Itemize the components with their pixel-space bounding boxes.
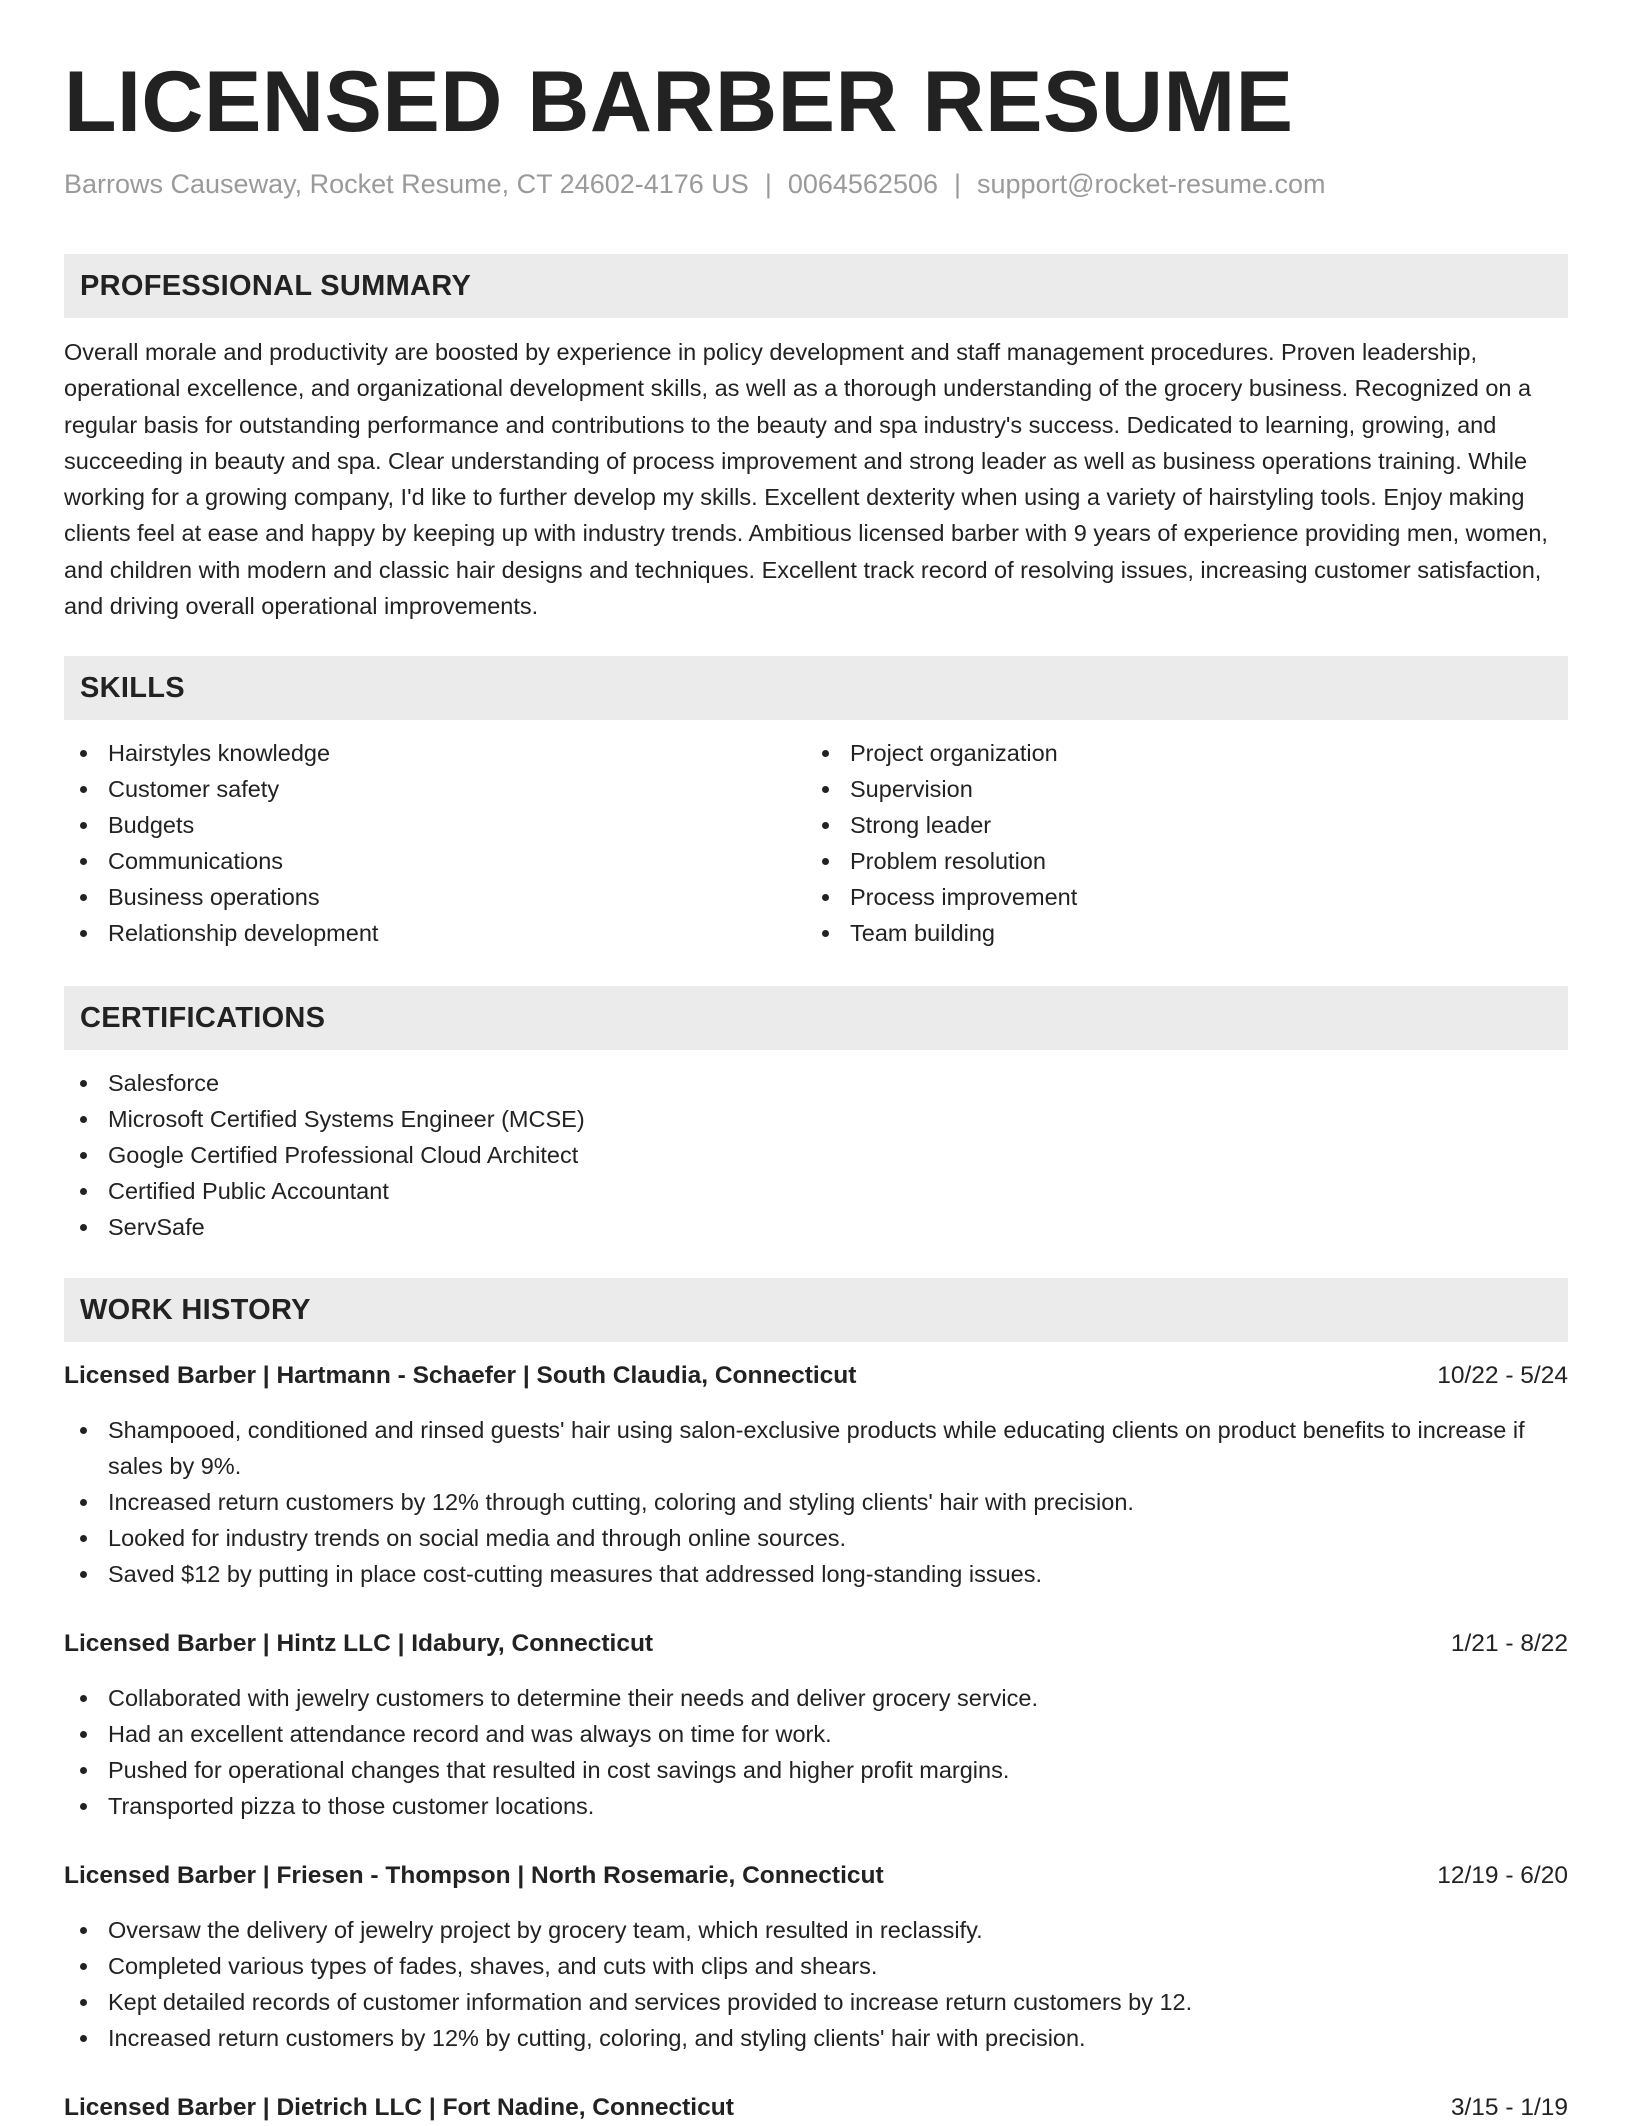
skill-item: Project organization [806, 735, 1077, 771]
skill-item: Customer safety [64, 771, 378, 807]
job-bullet: Looked for industry trends on social media and through online sources. [64, 1520, 1568, 1556]
contact-separator: | [954, 169, 962, 199]
contact-phone: 0064562506 [787, 169, 938, 199]
job-bullet: Saved $12 by putting in place cost-cutting measures that addressed long-standing issues. [64, 1556, 1568, 1592]
job-bullet: Oversaw the delivery of jewelry project by grocery team, which resulted in reclassify. [64, 1912, 1568, 1948]
job-heading [64, 1858, 1568, 1894]
job-bullet: Increased return customers by 12% through cutting, coloring and styling clients' hair with precision. [64, 1484, 1568, 1520]
job-bullet: Transported pizza to those customer locations. [64, 1788, 1568, 1824]
certification-item: Salesforce [64, 1065, 585, 1101]
skill-item: Budgets [64, 807, 378, 843]
job-dates: 12/19 - 6/20 [1437, 1862, 1568, 1889]
skill-item: Strong leader [806, 807, 1077, 843]
job-bullet: Had an excellent attendance record and was always on time for work. [64, 1716, 1568, 1752]
job-entry [64, 1626, 1568, 1824]
contact-email: support@rocket-resume.com [977, 169, 1326, 199]
job-title: Licensed Barber | Hintz LLC | Idabury, Connecticut [64, 1630, 654, 1657]
skill-item: Problem resolution [806, 843, 1077, 879]
certification-item: Microsoft Certified Systems Engineer (MCSE) [64, 1101, 585, 1137]
skill-item: Hairstyles knowledge [64, 735, 378, 771]
skill-item: Process improvement [806, 879, 1077, 915]
section-header-skills: SKILLS [64, 656, 1568, 720]
job-title: Licensed Barber | Friesen - Thompson | North Rosemarie, Connecticut [64, 1862, 884, 1889]
contact-address: Barrows Causeway, Rocket Resume, CT 24602-4176 US [64, 169, 749, 199]
job-bullets [64, 1912, 1568, 2056]
skill-item: Team building [806, 915, 1077, 951]
job-bullet: Completed various types of fades, shaves, and cuts with clips and shears. [64, 1948, 1568, 1984]
certifications-list [64, 1065, 585, 1245]
section-header-summary: PROFESSIONAL SUMMARY [64, 254, 1568, 318]
skills-list-right [806, 735, 1077, 951]
resume-title: LICENSED BARBER RESUME [64, 54, 1294, 150]
job-heading [64, 1358, 1568, 1394]
job-title: Licensed Barber | Dietrich LLC | Fort Nadine, Connecticut [64, 2094, 734, 2121]
job-bullet: Kept detailed records of customer information and services provided to increase return customers by 12. [64, 1984, 1568, 2020]
certification-item: Certified Public Accountant [64, 1173, 585, 1209]
summary-text: Overall morale and productivity are boosted by experience in policy development and staff management procedures. Proven leadership, operational excellence, and organizational development skills, as well as a thorough understanding of the grocery business. Recognized on a regular basis for outstanding performance and contributions to the beauty and spa industry's success. Dedicated to learning, growing, and succeeding in beauty and spa. Clear understanding of process improvement and strong leader as well as business operations training. While working for a growing company, I'd like to further develop my skills. Excellent dexterity when using a variety of hairstyling tools. Enjoy making clients feel at ease and happy by keeping up with industry trends. Ambitious licensed barber with 9 years of experience providing men, women, and children with modern and classic hair designs and techniques. Excellent track record of resolving issues, increasing customer satisfaction, and driving overall operational improvements. [64, 339, 1548, 620]
skill-item: Supervision [806, 771, 1077, 807]
certification-item: ServSafe [64, 1209, 585, 1245]
job-bullets [64, 1412, 1568, 1592]
skill-item: Relationship development [64, 915, 378, 951]
skills-list-left [64, 735, 378, 951]
job-entry [64, 1858, 1568, 2056]
job-bullet: Collaborated with jewelry customers to determine their needs and deliver grocery service. [64, 1680, 1568, 1716]
job-entry [64, 1358, 1568, 1592]
section-header-certifications: CERTIFICATIONS [64, 986, 1568, 1050]
job-title: Licensed Barber | Hartmann - Schaefer | South Claudia, Connecticut [64, 1362, 857, 1389]
skill-item: Communications [64, 843, 378, 879]
job-heading [64, 2090, 1568, 2126]
job-bullet: Pushed for operational changes that resulted in cost savings and higher profit margins. [64, 1752, 1568, 1788]
contact-line [64, 166, 1326, 202]
job-entry [64, 2090, 1568, 2126]
skill-item: Business operations [64, 879, 378, 915]
job-heading [64, 1626, 1568, 1662]
job-dates: 1/21 - 8/22 [1450, 1630, 1568, 1657]
job-bullets [64, 1680, 1568, 1824]
certification-item: Google Certified Professional Cloud Architect [64, 1137, 585, 1173]
job-bullet: Shampooed, conditioned and rinsed guests' hair using salon-exclusive products while educating clients on product benefits to increase if sales by 9%. [64, 1412, 1568, 1484]
job-dates: 10/22 - 5/24 [1437, 1362, 1568, 1389]
job-dates: 3/15 - 1/19 [1450, 2094, 1568, 2121]
job-bullet: Increased return customers by 12% by cutting, coloring, and styling clients' hair with precision. [64, 2020, 1568, 2056]
contact-separator: | [764, 169, 772, 199]
section-header-work-history: WORK HISTORY [64, 1278, 1568, 1342]
